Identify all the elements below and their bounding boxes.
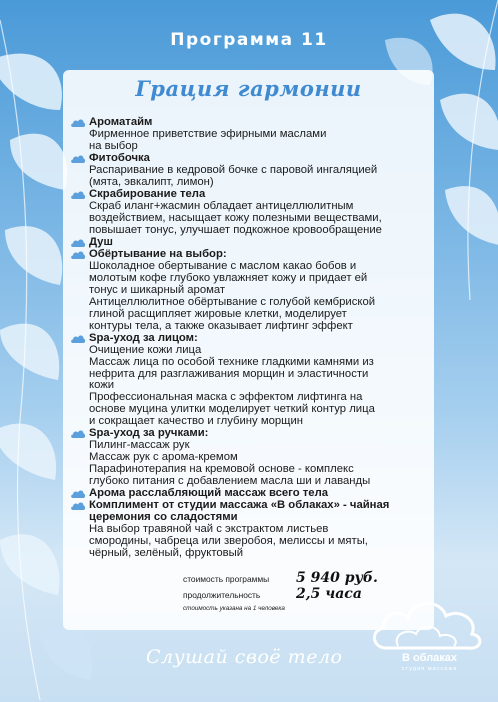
service-item — [70, 249, 432, 332]
service-description-line: молотым кофе глубоко увлажняет кожу и придает ей — [89, 271, 368, 284]
service-description-line: тонус и шикарный аромат — [89, 283, 226, 296]
service-description-line: Пилинг-массаж рук — [89, 439, 190, 452]
service-item — [70, 500, 432, 560]
service-description-line: Массаж рук с арома-кремом — [89, 451, 238, 464]
cloud-icon — [70, 429, 86, 439]
service-description-line: и сокращает качество и глубину морщин — [89, 415, 303, 428]
service-title: Обёртывание на выбор: — [89, 248, 227, 261]
cloud-icon — [70, 154, 86, 164]
service-description-line: нефрита для разглаживания морщин и эластичности — [89, 367, 369, 380]
service-description-line: Очищение кожи лица — [89, 343, 202, 356]
cloud-logo-icon — [368, 590, 488, 654]
service-description-line: Антицеллюлитное обёртывание с голубой кембриской — [89, 295, 376, 308]
price-row — [183, 570, 433, 586]
service-title: Фитобочка — [89, 152, 150, 165]
service-item — [70, 488, 432, 500]
program-number-title: Программа 11 — [170, 30, 328, 50]
service-title: Скрабирование тела — [89, 188, 206, 201]
cloud-icon — [70, 118, 86, 128]
service-item — [70, 189, 432, 237]
cloud-icon — [70, 238, 86, 248]
service-description-line: основе муцина улитки моделирует четкий контур лица — [89, 403, 375, 416]
service-description-line: Профессиональная маска с эффектом лифтинга на — [89, 391, 363, 404]
service-item — [70, 428, 432, 488]
program-name: Грация гармонии — [135, 76, 362, 101]
cloud-icon — [70, 250, 86, 260]
service-item — [70, 117, 432, 153]
service-description-line: (мята, эвкалипт, лимон) — [89, 175, 214, 188]
service-title: Ароматайм — [89, 116, 153, 128]
service-title: Комплимент от студии массажа «В облаках» - чайная церемония со сладостями — [89, 499, 390, 524]
service-list — [70, 117, 432, 560]
slogan: Слушай своё тело — [146, 646, 343, 668]
service-item — [70, 333, 432, 428]
service-description-line: глубоко питания с добавлением масла ши и лаванды — [89, 474, 371, 487]
logo-name: В облаках — [401, 652, 458, 664]
service-title: Арома расслабляющий массаж всего тела — [89, 487, 329, 500]
service-description-line: смородины, чабреца или зверобоя, мелиссы и мяты, — [89, 535, 368, 548]
price-label: стоимость программы — [183, 574, 270, 584]
service-title: Spa-уход за лицом: — [89, 331, 198, 344]
service-description-line: на выбор — [89, 139, 138, 152]
service-item-head — [70, 333, 432, 345]
cloud-icon — [70, 190, 86, 200]
cloud-icon — [70, 501, 86, 511]
logo-subtitle: студия массажа — [401, 666, 458, 672]
service-description-line: контуры тела, а также оказывает лифтинг эффект — [89, 319, 353, 332]
studio-logo — [368, 590, 488, 690]
service-description-line: Массаж лица по особой технике гладкими камнями из — [89, 355, 374, 368]
cloud-icon — [70, 489, 86, 499]
duration-label: продолжительность — [183, 590, 261, 600]
price-note: стоимость указана на 1 человека — [183, 605, 285, 612]
service-description-line: Парафинотерапия на кремовой основе - комплекс — [89, 463, 354, 476]
service-description-line: На выбор травяной чай с экстрактом листьев — [89, 523, 329, 536]
service-item-head — [70, 488, 432, 500]
service-title: Spa-уход за ручками: — [89, 427, 209, 440]
service-description-line: чёрный, зелёный, фруктовый — [89, 547, 244, 559]
service-description-line: глиной расщипляет жировые клетки, моделирует — [89, 307, 347, 320]
service-description-line: кожи — [89, 379, 115, 392]
duration-value: 2,5 часа — [296, 586, 362, 602]
service-description-line: Распаривание в кедровой бочке с паровой ингаляцией — [89, 163, 378, 176]
service-description-line: Шоколадное обертывание с маслом какао бобов и — [89, 260, 357, 273]
service-description-line: Скраб иланг+жасмин обладает антицеллюлитным — [89, 199, 354, 212]
service-description-line: повышает тонус, улучшает подкожное кровообращение — [89, 223, 382, 236]
service-description-line: Фирменное приветствие эфирными маслами — [89, 127, 327, 140]
service-item-head — [70, 237, 432, 249]
service-description-line: воздействием, насыщает кожу полезными веществами, — [89, 211, 382, 224]
service-item-head — [70, 500, 432, 524]
service-title: Душ — [89, 235, 113, 248]
service-item — [70, 237, 432, 249]
service-item — [70, 153, 432, 189]
price-value: 5 940 руб. — [296, 570, 378, 586]
cloud-icon — [70, 334, 86, 344]
